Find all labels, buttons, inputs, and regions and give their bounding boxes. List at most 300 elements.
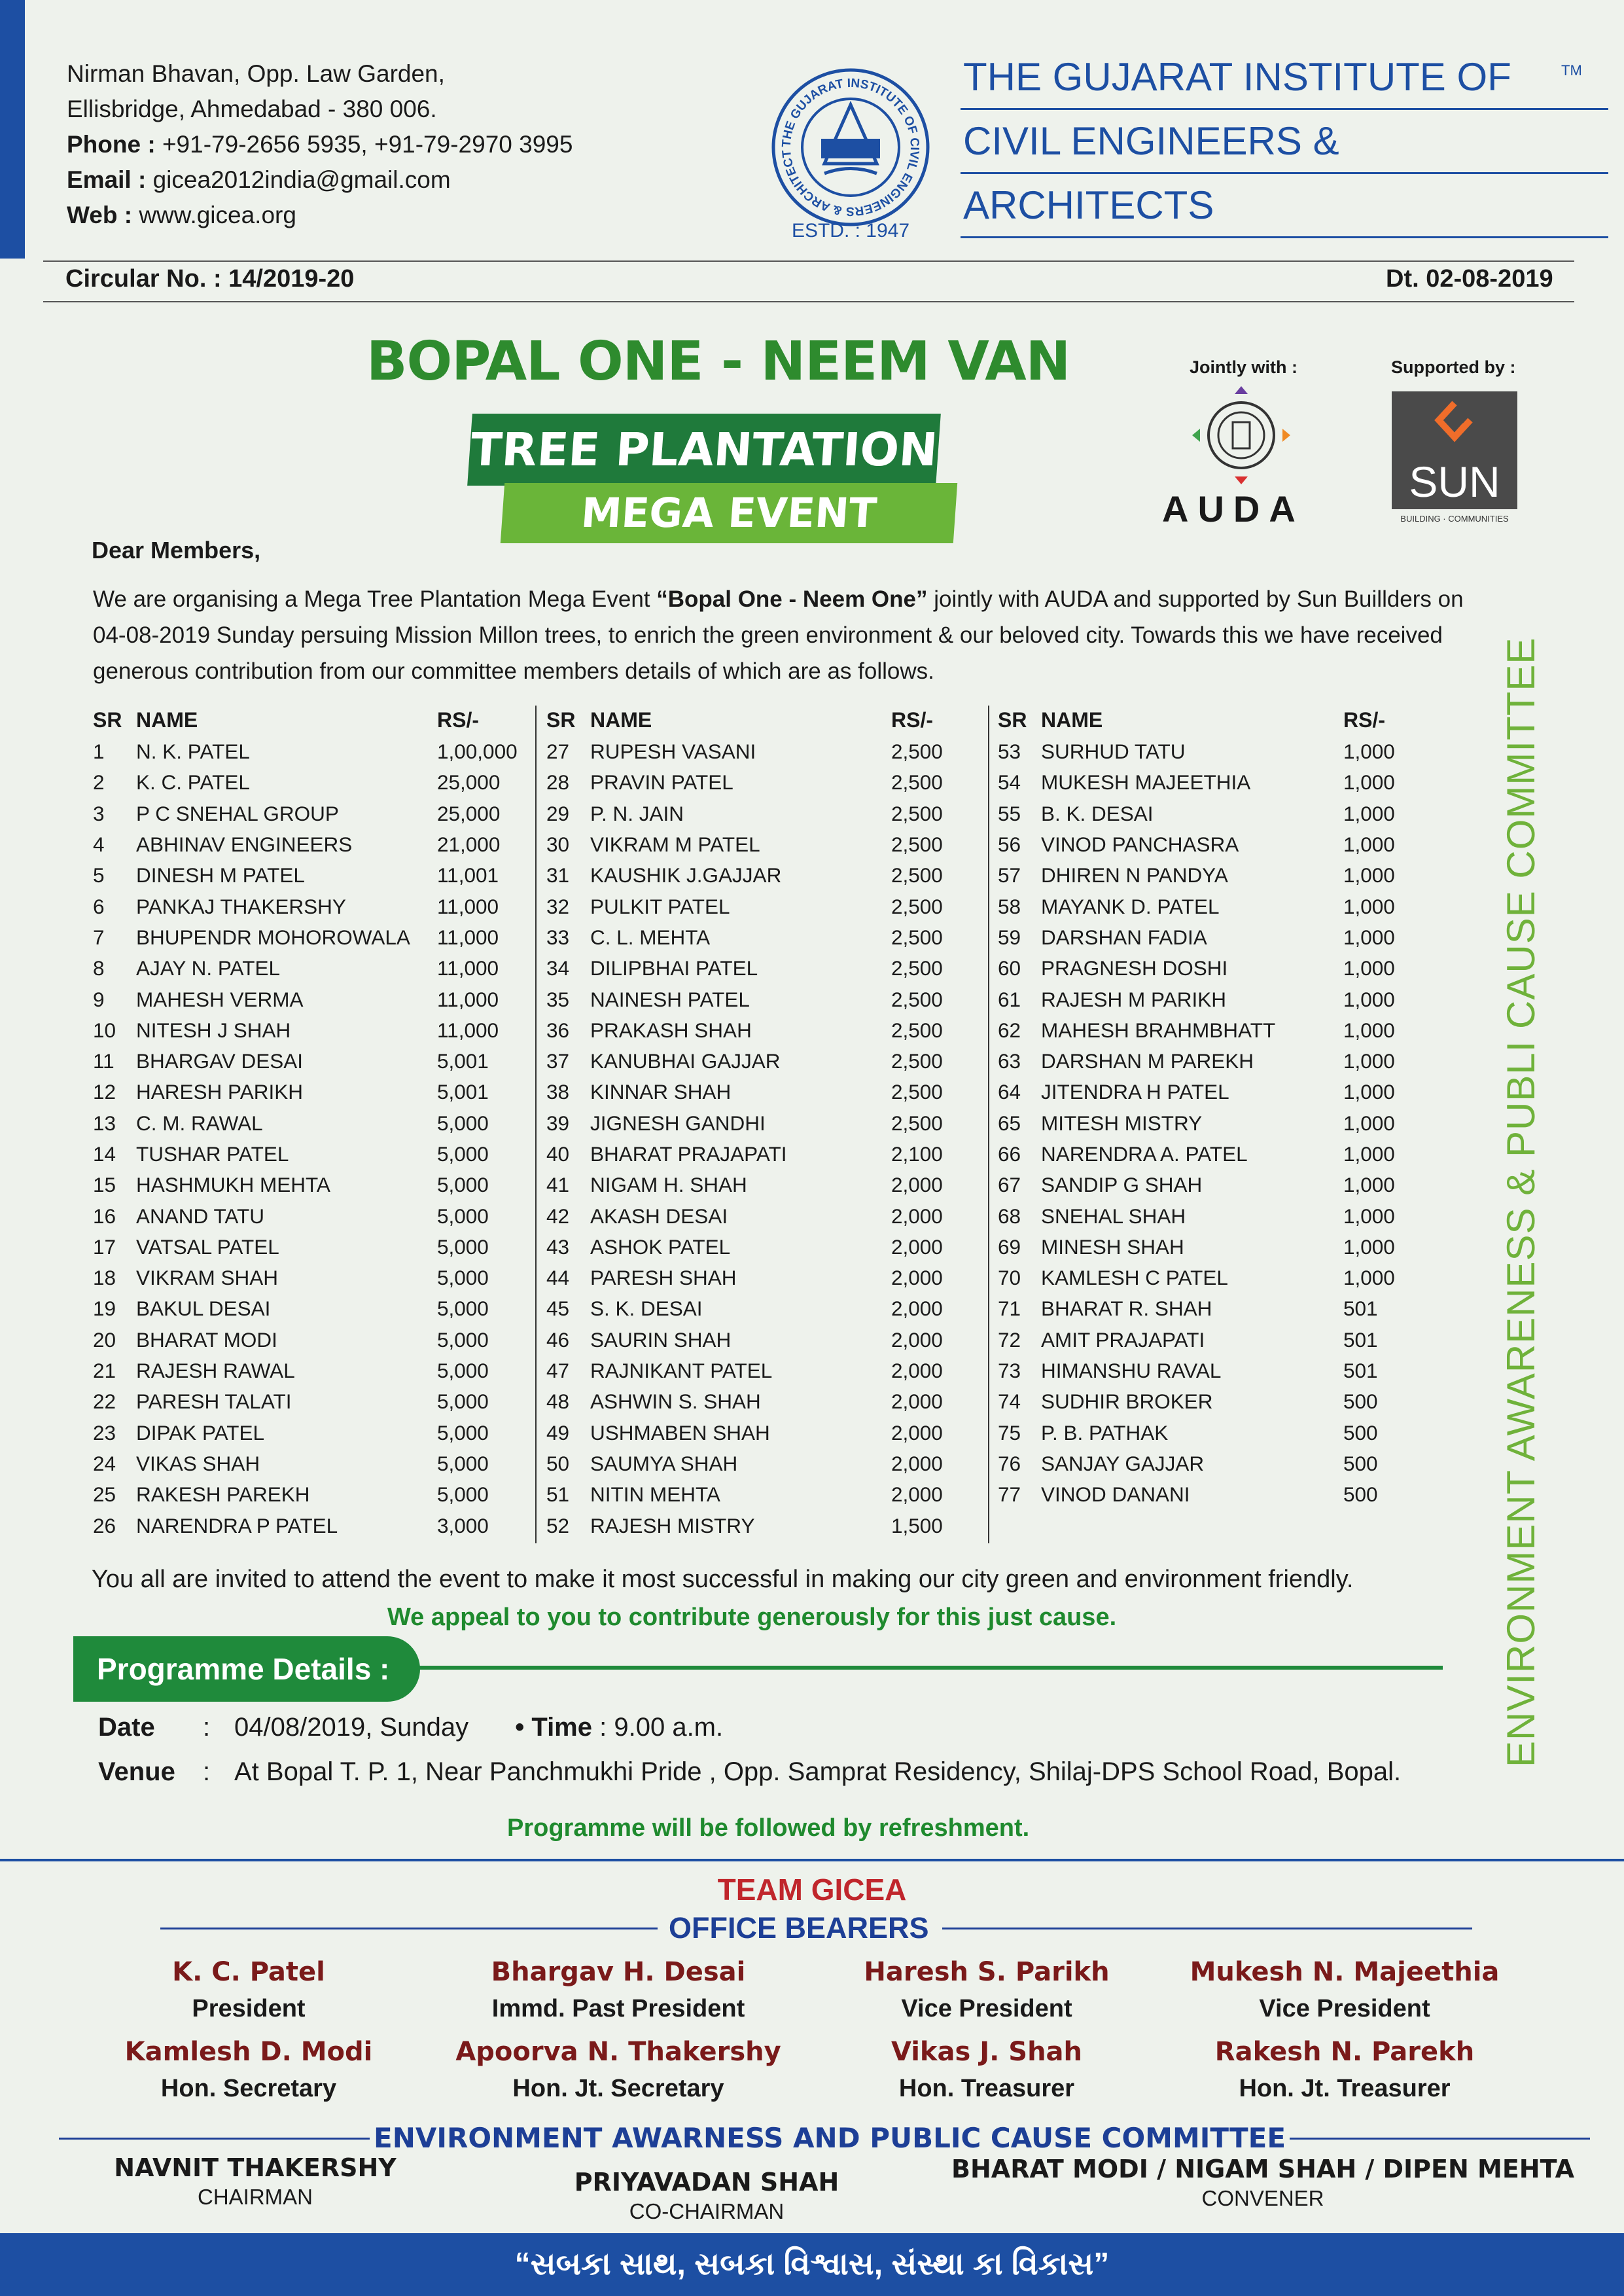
donor-table-col-1 [93, 704, 535, 1541]
donor-sr: 21 [93, 1359, 116, 1383]
donor-amount: 1,000 [1343, 1049, 1395, 1073]
donor-name: MINESH SHAH [1041, 1234, 1184, 1259]
donor-amount: 2,000 [891, 1327, 943, 1352]
committee-co-chairman [523, 2168, 890, 2224]
donor-amount: 2,500 [891, 1111, 943, 1135]
donor-row [546, 829, 989, 860]
donor-name: VIKAS SHAH [136, 1451, 260, 1475]
donor-sr: 68 [998, 1204, 1021, 1228]
trademark-mark: TM [1561, 62, 1582, 79]
org-name-line-3: ARCHITECTS [961, 174, 1608, 238]
donor-sr: 57 [998, 863, 1021, 888]
letter-line-3: generous contribution from our committee members details of which are as follows. [93, 658, 934, 684]
donor-sr: 27 [546, 740, 570, 764]
committee-convener [936, 2155, 1590, 2211]
donor-sr: 75 [998, 1420, 1021, 1444]
donor-sr: 34 [546, 956, 570, 980]
donor-amount: 5,001 [437, 1080, 489, 1104]
donor-amount: 2,500 [891, 1049, 943, 1073]
donor-amount: 3,000 [437, 1513, 489, 1537]
donor-sr: 65 [998, 1111, 1021, 1135]
donor-sr: 74 [998, 1390, 1021, 1414]
donor-name: VINOD DANANI [1041, 1482, 1190, 1507]
column-divider-2 [988, 706, 989, 1543]
donor-name: BHARGAV DESAI [136, 1049, 303, 1073]
address-line-1: Nirman Bhavan, Opp. Law Garden, [67, 60, 445, 87]
donor-sr: 39 [546, 1111, 570, 1135]
donor-sr: 17 [93, 1234, 116, 1259]
member-name: PRIYAVADAN SHAH [574, 2168, 839, 2197]
donor-row [998, 1170, 1441, 1200]
officer-hon-jt-treasurer [1174, 2037, 1515, 2103]
address-block [67, 56, 573, 233]
donor-amount: 2,500 [891, 863, 943, 888]
donor-sr: 18 [93, 1266, 116, 1290]
donor-name: HIMANSHU RAVAL [1041, 1359, 1222, 1383]
officer-name: Rakesh N. Parekh [1214, 2037, 1475, 2067]
donor-amount: 2,100 [891, 1142, 943, 1166]
donor-name: SAURIN SHAH [590, 1327, 732, 1352]
member-name: NAVNIT THAKERSHY [114, 2153, 397, 2182]
donor-row [93, 1418, 535, 1448]
donor-amount: 2,000 [891, 1297, 943, 1321]
member-name: BHARAT MODI / NIGAM SHAH / DIPEN MEHTA [951, 2155, 1574, 2183]
donor-name: BHARAT MODI [136, 1327, 277, 1352]
donor-sr: 71 [998, 1297, 1021, 1321]
donor-amount: 2,500 [891, 740, 943, 764]
officer-post: President [192, 1995, 306, 2022]
donor-name: BHUPENDR MOHOROWALA [136, 925, 410, 949]
donor-amount: 1,000 [1343, 1173, 1395, 1197]
donor-amount: 1,000 [1343, 1111, 1395, 1135]
donor-amount: 2,000 [891, 1266, 943, 1290]
donor-amount: 2,500 [891, 833, 943, 857]
refreshment-note: Programme will be followed by refreshment. [507, 1814, 1030, 1842]
sun-name: SUN [1409, 457, 1500, 506]
donor-amount: 2,500 [891, 925, 943, 949]
donor-row [998, 1015, 1441, 1046]
donor-name: S. K. DESAI [590, 1297, 703, 1321]
donor-amount: 501 [1343, 1327, 1378, 1352]
donor-row [546, 891, 989, 922]
donor-amount: 1,000 [1343, 801, 1395, 825]
donor-amount: 2,000 [891, 1204, 943, 1228]
donor-sr: 1 [93, 740, 105, 764]
donor-name: K. C. PATEL [136, 770, 250, 795]
donor-sr: 36 [546, 1018, 570, 1042]
invitation-text: You all are invited to attend the event to make it most successful in making our city green and environment friendly. [92, 1566, 1354, 1593]
logo-estd: ESTD. : 1947 [791, 220, 910, 242]
sun-builders-logo [1392, 391, 1517, 509]
donor-amount: 5,000 [437, 1390, 489, 1414]
donor-row [546, 1139, 989, 1170]
email-value: gicea2012india@gmail.com [152, 166, 451, 193]
donor-amount: 5,000 [437, 1173, 489, 1197]
donor-table-col-3 [998, 704, 1441, 1510]
officer-hon-treasurer [817, 2037, 1157, 2103]
donor-name: VIKRAM M PATEL [590, 833, 760, 857]
donor-row [546, 1418, 989, 1448]
letter-line-1 [93, 581, 1464, 617]
donor-row [93, 1200, 535, 1231]
donor-amount: 2,000 [891, 1234, 943, 1259]
donor-sr: 42 [546, 1204, 570, 1228]
donor-row [998, 1418, 1441, 1448]
donor-sr: 48 [546, 1390, 570, 1414]
donor-row [998, 1386, 1441, 1417]
donor-amount: 5,000 [437, 1451, 489, 1475]
donor-amount: 11,000 [437, 894, 499, 918]
donor-row [546, 1200, 989, 1231]
donor-name: HARESH PARIKH [136, 1080, 303, 1104]
donor-name: JITENDRA H PATEL [1041, 1080, 1229, 1104]
footer-slogan: “સબકા સાથ, સબકા વિશ્વાસ, સંસ્થા કા વિકાસ” [0, 2233, 1624, 2296]
donor-sr: 28 [546, 770, 570, 795]
donor-row [546, 860, 989, 891]
date-label: Date [98, 1713, 155, 1742]
donor-name: NARENDRA A. PATEL [1041, 1142, 1248, 1166]
donor-sr: 20 [93, 1327, 116, 1352]
donor-sr: 58 [998, 894, 1021, 918]
gicea-logo [769, 65, 932, 242]
donor-sr: 55 [998, 801, 1021, 825]
header-name: NAME [1041, 708, 1103, 732]
donor-row [93, 1293, 535, 1324]
donor-name: RAKESH PAREKH [136, 1482, 310, 1507]
donor-row [93, 1232, 535, 1263]
donor-sr: 51 [546, 1482, 570, 1507]
donor-name: VIKRAM SHAH [136, 1266, 279, 1290]
programme-rule [419, 1666, 1443, 1670]
donor-name: B. K. DESAI [1041, 801, 1154, 825]
donor-amount: 25,000 [437, 801, 501, 825]
donor-row [93, 1479, 535, 1510]
donor-amount: 2,000 [891, 1390, 943, 1414]
donor-row [998, 1448, 1441, 1479]
donor-row [998, 829, 1441, 860]
donor-sr: 72 [998, 1327, 1021, 1352]
member-post: CO-CHAIRMAN [629, 2199, 785, 2223]
member-post: CHAIRMAN [197, 2185, 313, 2209]
donor-name: NARENDRA P PATEL [136, 1513, 338, 1537]
donor-sr: 54 [998, 770, 1021, 795]
donor-sr: 47 [546, 1359, 570, 1383]
donor-name: SUDHIR BROKER [1041, 1390, 1213, 1414]
donor-sr: 12 [93, 1080, 116, 1104]
officer-vice-president-2 [1174, 1957, 1515, 2023]
date-colon: : [203, 1713, 211, 1742]
donor-row [546, 1170, 989, 1200]
donor-row [546, 1108, 989, 1139]
donor-name: SANDIP G SHAH [1041, 1173, 1203, 1197]
header-rs: RS/- [437, 708, 479, 732]
donor-amount: 11,000 [437, 956, 499, 980]
donor-amount: 500 [1343, 1420, 1378, 1444]
donor-amount: 1,000 [1343, 1142, 1395, 1166]
donor-name: AJAY N. PATEL [136, 956, 280, 980]
donor-sr: 31 [546, 863, 570, 888]
officer-name: Haresh S. Parikh [864, 1957, 1110, 1987]
header-name: NAME [136, 708, 198, 732]
donor-sr: 49 [546, 1420, 570, 1444]
donor-row [998, 891, 1441, 922]
donor-name: DIPAK PATEL [136, 1420, 265, 1444]
donor-row [93, 1170, 535, 1200]
committee-title: ENVIRONMENT AWARNESS AND PUBLIC CAUSE COMMITTEE [370, 2122, 1290, 2154]
donor-sr: 4 [93, 833, 105, 857]
committee-chairman [85, 2153, 425, 2210]
jointly-label: Jointly with : [1190, 357, 1297, 377]
donor-name: VINOD PANCHASRA [1041, 833, 1239, 857]
donor-name: JIGNESH GANDHI [590, 1111, 766, 1135]
donor-name: NAINESH PATEL [590, 987, 750, 1011]
donor-sr: 73 [998, 1359, 1021, 1383]
donor-amount: 2,500 [891, 987, 943, 1011]
officer-post: Hon. Jt. Treasurer [1239, 2075, 1451, 2102]
donor-sr: 50 [546, 1451, 570, 1475]
donor-sr: 13 [93, 1111, 116, 1135]
office-bearers-rule-left [160, 1928, 658, 1929]
donor-amount: 5,000 [437, 1482, 489, 1507]
donor-amount: 2,000 [891, 1482, 943, 1507]
donor-name: MAYANK D. PATEL [1041, 894, 1220, 918]
donor-sr: 46 [546, 1327, 570, 1352]
officer-president [79, 1957, 419, 2023]
donor-name: ASHOK PATEL [590, 1234, 731, 1259]
donor-name: AKASH DESAI [590, 1204, 728, 1228]
donor-name: RAJNIKANT PATEL [590, 1359, 773, 1383]
organization-name [961, 46, 1608, 238]
header-sr: SR [998, 708, 1027, 732]
venue-value: At Bopal T. P. 1, Near Panchmukhi Pride , Opp. Samprat Residency, Shilaj-DPS School Road, Bopal. [234, 1757, 1402, 1786]
donor-name: PULKIT PATEL [590, 894, 730, 918]
donor-amount: 2,500 [891, 801, 943, 825]
donor-sr: 15 [93, 1173, 116, 1197]
donor-row [546, 984, 989, 1014]
donor-amount: 5,000 [437, 1266, 489, 1290]
donor-amount: 1,000 [1343, 987, 1395, 1011]
donor-sr: 29 [546, 801, 570, 825]
donor-row [998, 767, 1441, 798]
donor-amount: 2,500 [891, 894, 943, 918]
donor-row [998, 984, 1441, 1014]
donor-row [546, 1479, 989, 1510]
officer-name: Bhargav H. Desai [491, 1957, 746, 1987]
member-post: CONVENER [1201, 2186, 1324, 2210]
donor-sr: 3 [93, 801, 105, 825]
donor-sr: 10 [93, 1018, 116, 1042]
donor-row [546, 1355, 989, 1386]
donor-row [998, 736, 1441, 767]
event-subtitle-box-2: MEGA EVENT [501, 483, 957, 543]
appeal-text: We appeal to you to contribute generously for this just cause. [387, 1604, 1117, 1631]
date-value: 04/08/2019, Sunday [234, 1713, 469, 1742]
donor-name: PRAVIN PATEL [590, 770, 733, 795]
donor-row [93, 767, 535, 798]
donor-sr: 6 [93, 894, 105, 918]
donor-row [93, 953, 535, 984]
donor-row [998, 1139, 1441, 1170]
auda-emblem-icon [1192, 386, 1290, 488]
donor-amount: 1,000 [1343, 740, 1395, 764]
donor-row [546, 1448, 989, 1479]
donor-sr: 33 [546, 925, 570, 949]
donor-name: KAMLESH C PATEL [1041, 1266, 1228, 1290]
donor-row [546, 1077, 989, 1107]
officer-immd-past-president [448, 1957, 788, 2023]
donor-name: KANUBHAI GAJJAR [590, 1049, 781, 1073]
donor-name: KINNAR SHAH [590, 1080, 732, 1104]
donor-row [546, 1232, 989, 1263]
donor-sr: 69 [998, 1234, 1021, 1259]
donor-name: RAJESH M PARIKH [1041, 987, 1226, 1011]
donor-row [93, 1015, 535, 1046]
donor-name: MAHESH BRAHMBHATT [1041, 1018, 1276, 1042]
donor-row [93, 1139, 535, 1170]
donor-row [93, 798, 535, 829]
officer-name: Apoorva N. Thakershy [455, 2037, 781, 2067]
donor-name: P C SNEHAL GROUP [136, 801, 339, 825]
donor-row [93, 984, 535, 1014]
donor-sr: 70 [998, 1266, 1021, 1290]
left-accent-bar [0, 0, 25, 259]
donor-row [998, 860, 1441, 891]
donor-name: TUSHAR PATEL [136, 1142, 289, 1166]
donor-name: HASHMUKH MEHTA [136, 1173, 330, 1197]
header-rule-top [43, 260, 1574, 262]
donor-row [93, 1510, 535, 1541]
donor-sr: 30 [546, 833, 570, 857]
donor-sr: 77 [998, 1482, 1021, 1507]
donor-name: RAJESH RAWAL [136, 1359, 295, 1383]
donor-sr: 40 [546, 1142, 570, 1166]
donor-amount: 5,000 [437, 1327, 489, 1352]
event-subtitle-box-1: TREE PLANTATION [467, 414, 941, 486]
letter-line-1c: jointly with AUDA and supported by Sun Buillders on [927, 586, 1464, 612]
donor-row [546, 1325, 989, 1355]
donor-sr: 60 [998, 956, 1021, 980]
donor-amount: 2,000 [891, 1173, 943, 1197]
header-sr: SR [546, 708, 576, 732]
donor-sr: 38 [546, 1080, 570, 1104]
sun-tagline: BUILDING · COMMUNITIES [1400, 514, 1509, 524]
officer-post: Immd. Past President [491, 1995, 745, 2022]
web-value: www.gicea.org [139, 202, 296, 228]
donor-row [998, 1355, 1441, 1386]
donor-amount: 11,000 [437, 925, 499, 949]
donor-sr: 9 [93, 987, 105, 1011]
header-rs: RS/- [1343, 708, 1385, 732]
donor-name: KAUSHIK J.GAJJAR [590, 863, 782, 888]
donor-name: DHIREN N PANDYA [1041, 863, 1228, 888]
donor-name: ABHINAV ENGINEERS [136, 833, 353, 857]
donor-amount: 5,000 [437, 1420, 489, 1444]
donor-name: BHARAT R. SHAH [1041, 1297, 1212, 1321]
address-line-2: Ellisbridge, Ahmedabad - 380 006. [67, 96, 437, 122]
auda-name: AUDA [1162, 488, 1305, 529]
donor-row [998, 1108, 1441, 1139]
donor-amount: 1,000 [1343, 894, 1395, 918]
donor-sr: 35 [546, 987, 570, 1011]
donor-amount: 5,000 [437, 1297, 489, 1321]
donor-amount: 5,000 [437, 1142, 489, 1166]
donor-name: NITESH J SHAH [136, 1018, 291, 1042]
donor-name: SURHUD TATU [1041, 740, 1186, 764]
donor-sr: 52 [546, 1513, 570, 1537]
donor-row [998, 953, 1441, 984]
email-label: Email : [67, 166, 147, 193]
donor-row [998, 1479, 1441, 1510]
programme-date-row [98, 1713, 723, 1742]
donor-row [93, 1386, 535, 1417]
donor-name: BAKUL DESAI [136, 1297, 271, 1321]
venue-label: Venue [98, 1757, 175, 1786]
office-bearers-rule-right [942, 1928, 1472, 1929]
donor-sr: 67 [998, 1173, 1021, 1197]
header-rs: RS/- [891, 708, 933, 732]
donor-amount: 2,000 [891, 1451, 943, 1475]
donor-row [93, 829, 535, 860]
donor-amount: 1,000 [1343, 1204, 1395, 1228]
donor-sr: 26 [93, 1513, 116, 1537]
donor-amount: 5,000 [437, 1359, 489, 1383]
donor-amount: 500 [1343, 1390, 1378, 1414]
donor-row [546, 767, 989, 798]
donor-row [998, 1046, 1441, 1077]
donor-row [998, 1232, 1441, 1263]
donor-amount: 5,000 [437, 1111, 489, 1135]
donor-amount: 1,000 [1343, 1080, 1395, 1104]
donor-amount: 5,001 [437, 1049, 489, 1073]
donor-sr: 25 [93, 1482, 116, 1507]
donor-name: NIGAM H. SHAH [590, 1173, 747, 1197]
donor-amount: 1,000 [1343, 1018, 1395, 1042]
web-label: Web : [67, 202, 133, 228]
donor-amount: 2,500 [891, 956, 943, 980]
donor-row [998, 1325, 1441, 1355]
donor-row [546, 1046, 989, 1077]
donor-amount: 501 [1343, 1297, 1378, 1321]
donor-amount: 2,500 [891, 770, 943, 795]
donor-name: USHMABEN SHAH [590, 1420, 770, 1444]
donor-sr: 63 [998, 1049, 1021, 1073]
donor-amount: 1,000 [1343, 1234, 1395, 1259]
donor-row [546, 1510, 989, 1541]
venue-colon: : [203, 1757, 211, 1786]
donor-sr: 45 [546, 1297, 570, 1321]
donor-sr: 22 [93, 1390, 116, 1414]
time-value: : 9.00 a.m. [599, 1713, 724, 1742]
circular-date: Dt. 02-08-2019 [1386, 265, 1553, 293]
donor-sr: 5 [93, 863, 105, 888]
donor-row [546, 1263, 989, 1293]
donor-row [546, 1293, 989, 1324]
donor-row [546, 736, 989, 767]
donor-row [998, 1293, 1441, 1324]
donor-sr: 8 [93, 956, 105, 980]
donor-name: SANJAY GAJJAR [1041, 1451, 1205, 1475]
donor-amount: 11,000 [437, 987, 499, 1011]
donor-row [93, 922, 535, 953]
org-name-line-1: THE GUJARAT INSTITUTE OF [963, 55, 1511, 99]
donor-amount: 501 [1343, 1359, 1378, 1383]
officer-name: K. C. Patel [172, 1957, 325, 1987]
donor-name: DARSHAN FADIA [1041, 925, 1207, 949]
letter-line-2: 04-08-2019 Sunday persuing Mission Millon trees, to enrich the green environment & our beloved city. Towards this we have received [93, 622, 1443, 648]
donor-sr: 44 [546, 1266, 570, 1290]
donor-row [93, 1046, 535, 1077]
donor-name: VATSAL PATEL [136, 1234, 279, 1259]
